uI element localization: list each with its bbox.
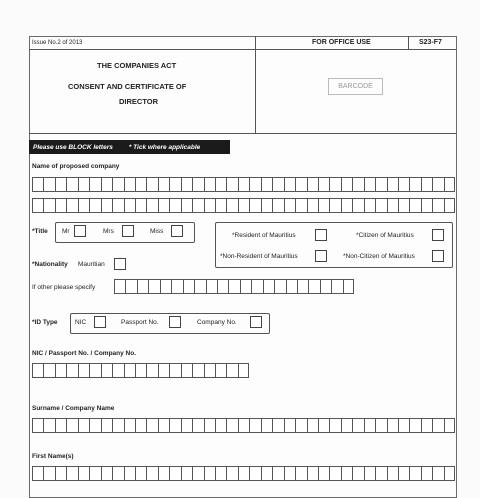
character-cell[interactable] [352,198,363,213]
character-cell[interactable] [375,177,386,192]
character-cell[interactable] [364,466,375,481]
character-cell[interactable] [364,198,375,213]
character-cell[interactable] [295,466,306,481]
character-cell[interactable] [409,466,420,481]
character-cell[interactable] [444,177,455,192]
character-cell[interactable] [398,466,409,481]
character-cell[interactable] [169,363,180,378]
character-cell[interactable] [192,418,203,433]
character-cell[interactable] [329,418,340,433]
character-cell[interactable] [409,177,420,192]
mrs-checkbox[interactable] [122,225,134,237]
character-cell[interactable] [331,279,342,294]
character-cell[interactable] [101,198,112,213]
character-cell[interactable] [124,198,135,213]
character-cell[interactable] [343,279,354,294]
character-cell[interactable] [146,466,157,481]
surname-label: Surname / Company Name [32,405,115,412]
character-cell[interactable] [55,363,66,378]
character-cell[interactable] [135,466,146,481]
character-cell[interactable] [307,466,318,481]
character-cell[interactable] [192,363,203,378]
character-cell[interactable] [249,418,260,433]
character-cell[interactable] [112,198,123,213]
character-cell[interactable] [204,198,215,213]
character-cell[interactable] [169,466,180,481]
character-cell[interactable] [297,279,308,294]
first-names-row[interactable] [32,466,455,481]
character-cell[interactable] [32,363,43,378]
character-cell[interactable] [135,177,146,192]
character-cell[interactable] [215,466,226,481]
non-citizen-checkbox[interactable] [432,250,444,262]
character-cell[interactable] [78,177,89,192]
character-cell[interactable] [181,466,192,481]
first-names-label: First Name(s) [32,453,74,460]
character-cell[interactable] [137,279,148,294]
character-cell[interactable] [158,418,169,433]
character-cell[interactable] [364,177,375,192]
character-cell[interactable] [32,418,43,433]
citizen-checkbox[interactable] [432,229,444,241]
character-cell[interactable] [43,177,54,192]
instructions-banner [29,140,230,154]
character-cell[interactable] [217,279,228,294]
character-cell[interactable] [228,279,239,294]
character-cell[interactable] [43,418,54,433]
title-label: *Title [32,228,48,235]
character-cell[interactable] [215,418,226,433]
character-cell[interactable] [78,418,89,433]
character-cell[interactable] [215,198,226,213]
character-cell[interactable] [318,466,329,481]
citizen-label: *Citizen of Mauritius [356,232,414,239]
code-divider [408,36,409,49]
proposed-company-label: Name of proposed company [32,163,120,170]
character-cell[interactable] [375,466,386,481]
character-cell[interactable] [398,198,409,213]
character-cell[interactable] [169,177,180,192]
character-cell[interactable] [295,418,306,433]
character-cell[interactable] [284,466,295,481]
non-resident-label: *Non-Resident of Mauritius [220,253,298,260]
character-cell[interactable] [89,466,100,481]
character-cell[interactable] [307,198,318,213]
character-cell[interactable] [263,279,274,294]
character-cell[interactable] [238,177,249,192]
character-cell[interactable] [432,466,443,481]
id-type-label: *ID Type [32,319,58,326]
character-cell[interactable] [206,279,217,294]
office-use-label: FOR OFFICE USE [312,39,371,46]
character-cell[interactable] [295,198,306,213]
character-cell[interactable] [114,279,125,294]
character-cell[interactable] [158,466,169,481]
nationality-label: *Nationality [32,261,68,268]
character-cell[interactable] [55,198,66,213]
character-cell[interactable] [112,418,123,433]
character-cell[interactable] [226,466,237,481]
id-number-row[interactable] [32,363,249,378]
character-cell[interactable] [307,418,318,433]
character-cell[interactable] [409,198,420,213]
character-cell[interactable] [261,466,272,481]
character-cell[interactable] [112,466,123,481]
character-cell[interactable] [444,466,455,481]
character-cell[interactable] [398,418,409,433]
character-cell[interactable] [444,198,455,213]
character-cell[interactable] [272,418,283,433]
character-cell[interactable] [272,466,283,481]
character-cell[interactable] [226,363,237,378]
mauritian-label: Mauritian [78,261,105,268]
character-cell[interactable] [78,198,89,213]
character-cell[interactable] [66,466,77,481]
act-title: THE COMPANIES ACT [97,61,177,70]
character-cell[interactable] [135,198,146,213]
character-cell[interactable] [341,198,352,213]
header-divider [29,49,456,50]
character-cell[interactable] [89,177,100,192]
character-cell[interactable] [158,363,169,378]
character-cell[interactable] [146,418,157,433]
other-specify-label: If other please specify [32,284,96,291]
non-citizen-label: *Non-Citizen of Mauritius [343,253,415,260]
company-no-checkbox[interactable] [250,316,262,328]
character-cell[interactable] [215,363,226,378]
character-cell[interactable] [308,279,319,294]
character-cell[interactable] [226,177,237,192]
character-cell[interactable] [251,279,262,294]
proposed-company-row-1[interactable] [32,177,455,192]
character-cell[interactable] [238,363,249,378]
residency-options-box [215,222,453,268]
form-title-line2: DIRECTOR [119,97,159,106]
character-cell[interactable] [318,198,329,213]
character-cell[interactable] [341,466,352,481]
character-cell[interactable] [284,198,295,213]
character-cell[interactable] [421,177,432,192]
character-cell[interactable] [66,198,77,213]
character-cell[interactable] [204,177,215,192]
character-cell[interactable] [375,418,386,433]
character-cell[interactable] [249,466,260,481]
non-resident-checkbox[interactable] [315,250,327,262]
character-cell[interactable] [320,279,331,294]
character-cell[interactable] [181,177,192,192]
character-cell[interactable] [66,418,77,433]
character-cell[interactable] [341,177,352,192]
character-cell[interactable] [249,177,260,192]
character-cell[interactable] [204,466,215,481]
character-cell[interactable] [352,177,363,192]
surname-row[interactable] [32,418,455,433]
character-cell[interactable] [124,418,135,433]
block-letters-note: Please use BLOCK letters [33,143,113,151]
character-cell[interactable] [181,418,192,433]
passport-checkbox[interactable] [169,316,181,328]
character-cell[interactable] [432,418,443,433]
character-cell[interactable] [78,466,89,481]
character-cell[interactable] [124,466,135,481]
id-number-label: NIC / Passport No. / Company No. [32,350,137,357]
character-cell[interactable] [226,418,237,433]
character-cell[interactable] [55,418,66,433]
resident-checkbox[interactable] [315,229,327,241]
character-cell[interactable] [398,177,409,192]
character-cell[interactable] [146,198,157,213]
character-cell[interactable] [43,363,54,378]
character-cell[interactable] [432,177,443,192]
resident-label: *Resident of Mauritius [232,232,296,239]
nic-label: NIC [75,319,87,326]
character-cell[interactable] [387,466,398,481]
character-cell[interactable] [261,198,272,213]
character-cell[interactable] [181,198,192,213]
character-cell[interactable] [274,279,285,294]
character-cell[interactable] [204,363,215,378]
character-cell[interactable] [135,418,146,433]
character-cell[interactable] [375,198,386,213]
character-cell[interactable] [158,198,169,213]
character-cell[interactable] [387,177,398,192]
character-cell[interactable] [112,363,123,378]
character-cell[interactable] [169,418,180,433]
character-cell[interactable] [101,418,112,433]
character-cell[interactable] [183,279,194,294]
character-cell[interactable] [124,177,135,192]
character-cell[interactable] [387,198,398,213]
character-cell[interactable] [171,279,182,294]
character-cell[interactable] [192,198,203,213]
character-cell[interactable] [329,198,340,213]
header-bottom-divider [29,133,456,134]
character-cell[interactable] [112,177,123,192]
character-cell[interactable] [284,418,295,433]
nic-checkbox[interactable] [94,316,106,328]
character-cell[interactable] [284,177,295,192]
character-cell[interactable] [286,279,297,294]
character-cell[interactable] [352,418,363,433]
character-cell[interactable] [444,418,455,433]
character-cell[interactable] [272,198,283,213]
character-cell[interactable] [124,363,135,378]
character-cell[interactable] [89,363,100,378]
header-vertical-divider [255,36,256,133]
character-cell[interactable] [89,418,100,433]
mr-label: Mr [62,228,70,235]
character-cell[interactable] [204,418,215,433]
character-cell[interactable] [148,279,159,294]
character-cell[interactable] [169,198,180,213]
character-cell[interactable] [66,363,77,378]
character-cell[interactable] [55,466,66,481]
character-cell[interactable] [307,177,318,192]
character-cell[interactable] [261,177,272,192]
character-cell[interactable] [158,177,169,192]
miss-checkbox[interactable] [171,225,183,237]
other-nationality-row[interactable] [114,279,354,294]
issue-number: Issue No.2 of 2013 [32,40,83,46]
character-cell[interactable] [194,279,205,294]
character-cell[interactable] [238,466,249,481]
barcode-placeholder: BARCODE [328,78,383,95]
character-cell[interactable] [352,466,363,481]
character-cell[interactable] [160,279,171,294]
company-no-label: Company No. [197,319,237,326]
character-cell[interactable] [409,418,420,433]
character-cell[interactable] [238,418,249,433]
mauritian-checkbox[interactable] [114,258,126,270]
character-cell[interactable] [192,177,203,192]
character-cell[interactable] [43,466,54,481]
character-cell[interactable] [78,363,89,378]
character-cell[interactable] [341,418,352,433]
character-cell[interactable] [181,363,192,378]
character-cell[interactable] [32,198,43,213]
character-cell[interactable] [32,177,43,192]
form-code: S23-F7 [419,39,442,46]
character-cell[interactable] [387,418,398,433]
form-title-line1: CONSENT AND CERTIFICATE OF [68,82,187,91]
character-cell[interactable] [101,466,112,481]
mr-checkbox[interactable] [74,225,86,237]
character-cell[interactable] [226,198,237,213]
character-cell[interactable] [318,418,329,433]
character-cell[interactable] [421,198,432,213]
character-cell[interactable] [240,279,251,294]
character-cell[interactable] [32,466,43,481]
character-cell[interactable] [329,177,340,192]
character-cell[interactable] [261,418,272,433]
passport-label: Passport No. [121,319,159,326]
character-cell[interactable] [101,363,112,378]
character-cell[interactable] [101,177,112,192]
character-cell[interactable] [135,363,146,378]
character-cell[interactable] [329,466,340,481]
mrs-label: Mrs [103,228,114,235]
character-cell[interactable] [146,177,157,192]
character-cell[interactable] [295,177,306,192]
character-cell[interactable] [125,279,136,294]
proposed-company-row-2[interactable] [32,198,455,213]
character-cell[interactable] [318,177,329,192]
character-cell[interactable] [89,198,100,213]
character-cell[interactable] [43,198,54,213]
character-cell[interactable] [146,363,157,378]
character-cell[interactable] [364,418,375,433]
tick-note: * Tick where applicable [128,143,201,151]
character-cell[interactable] [421,418,432,433]
character-cell[interactable] [215,177,226,192]
character-cell[interactable] [272,177,283,192]
character-cell[interactable] [66,177,77,192]
character-cell[interactable] [432,198,443,213]
character-cell[interactable] [421,466,432,481]
character-cell[interactable] [192,466,203,481]
character-cell[interactable] [249,198,260,213]
character-cell[interactable] [55,177,66,192]
character-cell[interactable] [238,198,249,213]
miss-label: Miss [150,228,164,235]
